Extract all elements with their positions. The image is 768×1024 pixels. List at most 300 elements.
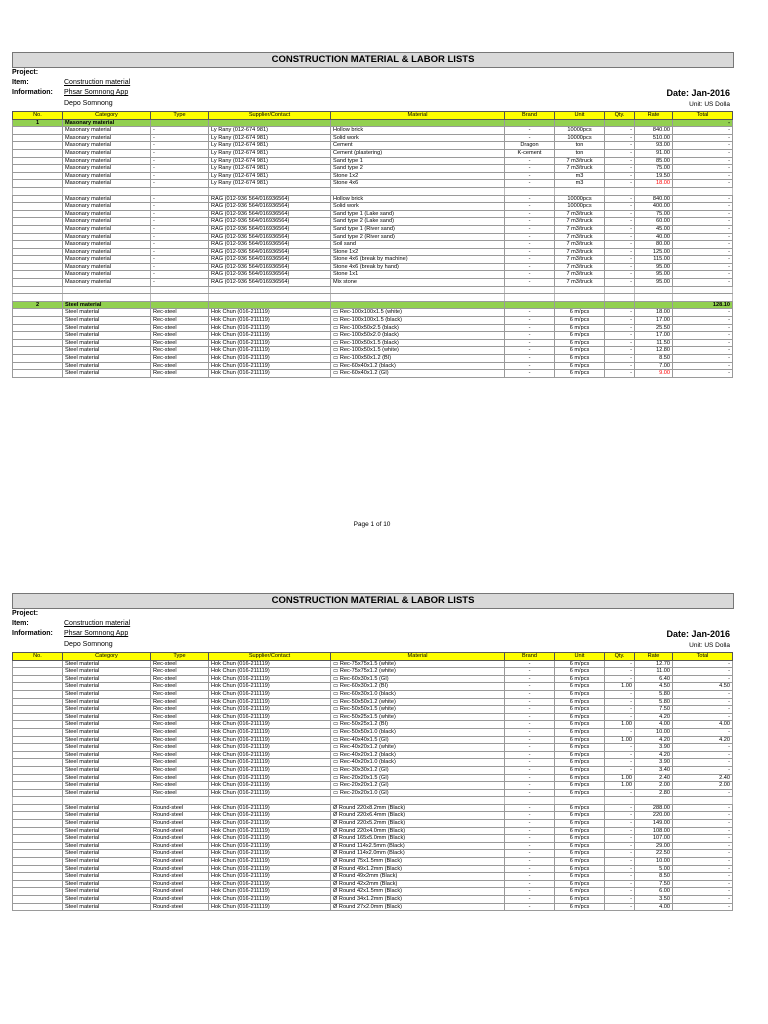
cell-unit: 7 m3/truck xyxy=(555,165,605,173)
cell-brand: - xyxy=(505,690,555,698)
cell-rate: 125.00 xyxy=(635,248,673,256)
cell-unit: 6 m/pcs xyxy=(555,782,605,790)
cell-brand: K-cement xyxy=(505,149,555,157)
cell-brand xyxy=(505,301,555,309)
cell-brand: - xyxy=(505,873,555,881)
cell-no xyxy=(13,896,63,904)
cell-no xyxy=(13,279,63,287)
cell-supplier: Ly Rany (012-674 981) xyxy=(209,142,331,150)
cell-type: Round-steel xyxy=(151,888,209,896)
cell-category: Masonary material xyxy=(63,263,151,271)
cell-type: Round-steel xyxy=(151,842,209,850)
cell-brand: - xyxy=(505,233,555,241)
cell-brand: - xyxy=(505,675,555,683)
cell-rate: 7.50 xyxy=(635,880,673,888)
cell-category xyxy=(63,294,151,302)
cell-total: - xyxy=(673,903,733,911)
cell-material: ▭ Rec-40x40x1.5 (GI) xyxy=(331,736,505,744)
cell-type: Rec-steel xyxy=(151,766,209,774)
table-row xyxy=(13,713,733,721)
cell-total: - xyxy=(673,713,733,721)
cell-type: - xyxy=(151,218,209,226)
cell-unit: 7 m3/truck xyxy=(555,263,605,271)
cell-brand: - xyxy=(505,713,555,721)
cell-supplier: Ly Rany (012-674 981) xyxy=(209,172,331,180)
cell-rate: 17.00 xyxy=(635,317,673,325)
cell-rate: 149.00 xyxy=(635,820,673,828)
cell-supplier xyxy=(209,301,331,309)
cell-type: Rec-steel xyxy=(151,759,209,767)
cell-type: - xyxy=(151,157,209,165)
cell-brand: - xyxy=(505,789,555,797)
cell-category xyxy=(63,797,151,805)
cell-total: - xyxy=(673,706,733,714)
column-header: Total xyxy=(673,112,733,120)
cell-total xyxy=(673,187,733,195)
cell-rate: 3.90 xyxy=(635,759,673,767)
cell-material: ▭ Rec-75x75x1.2 (white) xyxy=(331,668,505,676)
cell-supplier: Hok Chun (016-211119) xyxy=(209,324,331,332)
cell-rate: 95.00 xyxy=(635,263,673,271)
table-row xyxy=(13,721,733,729)
cell-supplier: Hok Chun (016-211119) xyxy=(209,675,331,683)
cell-material: ▭ Rec-20x20x1.2 (GI) xyxy=(331,782,505,790)
cell-material: Ø Round 27x2.0mm (Black) xyxy=(331,903,505,911)
cell-type: Round-steel xyxy=(151,880,209,888)
cell-supplier: RAG (012-936 564/016936564) xyxy=(209,279,331,287)
cell-rate: 29.00 xyxy=(635,842,673,850)
cell-qty: - xyxy=(605,789,635,797)
cell-rate xyxy=(635,301,673,309)
cell-rate: 25.50 xyxy=(635,324,673,332)
cell-supplier: Ly Rany (012-674 981) xyxy=(209,149,331,157)
cell-category: Masonary material xyxy=(63,165,151,173)
cell-rate: 8.50 xyxy=(635,355,673,363)
cell-material: Sand type 1 (River sand) xyxy=(331,225,505,233)
cell-total: 4.20 xyxy=(673,736,733,744)
table-row xyxy=(13,706,733,714)
cell-total: - xyxy=(673,127,733,135)
cell-brand: - xyxy=(505,241,555,249)
cell-unit: ton xyxy=(555,149,605,157)
cell-rate: 4.00 xyxy=(635,721,673,729)
cell-brand: - xyxy=(505,698,555,706)
cell-category xyxy=(63,187,151,195)
cell-material xyxy=(331,119,505,127)
cell-type: - xyxy=(151,233,209,241)
cell-no xyxy=(13,751,63,759)
cell-rate: 60.00 xyxy=(635,218,673,226)
cell-material xyxy=(331,187,505,195)
cell-qty xyxy=(605,119,635,127)
cell-supplier: Ly Rany (012-674 981) xyxy=(209,127,331,135)
cell-material xyxy=(331,294,505,302)
cell-supplier: Hok Chun (016-211119) xyxy=(209,713,331,721)
cell-rate: 9.00 xyxy=(635,370,673,378)
cell-total: - xyxy=(673,347,733,355)
table-row xyxy=(13,263,733,271)
cell-unit: 7 m3/truck xyxy=(555,210,605,218)
item-value: Construction material xyxy=(64,620,131,627)
cell-category: Steel material xyxy=(63,698,151,706)
cell-no xyxy=(13,309,63,317)
cell-unit: 10000pcs xyxy=(555,127,605,135)
cell-category: Steel material xyxy=(63,896,151,904)
cell-material: Hollow brick xyxy=(331,127,505,135)
cell-qty: - xyxy=(605,675,635,683)
cell-type: Round-steel xyxy=(151,873,209,881)
cell-type: Rec-steel xyxy=(151,721,209,729)
cell-qty: - xyxy=(605,149,635,157)
cell-unit xyxy=(555,301,605,309)
cell-category: Masonary material xyxy=(63,180,151,188)
cell-no xyxy=(13,782,63,790)
cell-total: - xyxy=(673,263,733,271)
cell-material: Stone 4x6 (break by hand) xyxy=(331,263,505,271)
cell-total: - xyxy=(673,180,733,188)
cell-supplier: Hok Chun (016-211119) xyxy=(209,736,331,744)
cell-category: Steel material xyxy=(63,675,151,683)
cell-total: - xyxy=(673,225,733,233)
cell-no xyxy=(13,370,63,378)
cell-category: Steel material xyxy=(63,766,151,774)
cell-total: - xyxy=(673,339,733,347)
cell-rate: 8.50 xyxy=(635,873,673,881)
cell-no xyxy=(13,241,63,249)
cell-unit: 7 m3/truck xyxy=(555,279,605,287)
cell-material: Ø Round 220x8.2mm (Black) xyxy=(331,804,505,812)
table-row xyxy=(13,347,733,355)
cell-category: Steel material xyxy=(63,751,151,759)
cell-type: Rec-steel xyxy=(151,309,209,317)
cell-no xyxy=(13,789,63,797)
cell-supplier: Hok Chun (016-211119) xyxy=(209,698,331,706)
cell-type: - xyxy=(151,203,209,211)
cell-category: Masonary material xyxy=(63,119,151,127)
cell-category: Steel material xyxy=(63,774,151,782)
blank-row xyxy=(13,294,733,302)
cell-no xyxy=(13,766,63,774)
cell-no xyxy=(13,880,63,888)
cell-type: - xyxy=(151,210,209,218)
cell-rate: 3.90 xyxy=(635,744,673,752)
cell-brand xyxy=(505,797,555,805)
cell-total: - xyxy=(673,789,733,797)
column-header: Category xyxy=(63,653,151,661)
info-value: Phsar Somnong App xyxy=(64,89,129,96)
cell-brand: - xyxy=(505,256,555,264)
cell-category: Masonary material xyxy=(63,225,151,233)
cell-rate: 6.00 xyxy=(635,888,673,896)
cell-qty: - xyxy=(605,759,635,767)
cell-qty: - xyxy=(605,324,635,332)
cell-no xyxy=(13,233,63,241)
cell-brand: Dragon xyxy=(505,142,555,150)
cell-qty: - xyxy=(605,225,635,233)
cell-rate: 7.50 xyxy=(635,706,673,714)
cell-total: - xyxy=(673,698,733,706)
cell-brand: - xyxy=(505,180,555,188)
cell-type xyxy=(151,294,209,302)
cell-total: - xyxy=(673,370,733,378)
cell-total: - xyxy=(673,850,733,858)
cell-total: - xyxy=(673,751,733,759)
cell-material: Sand type 1 xyxy=(331,157,505,165)
cell-unit: 6 m/pcs xyxy=(555,706,605,714)
cell-material: Stone 4x6 (break by machine) xyxy=(331,256,505,264)
cell-type: Rec-steel xyxy=(151,728,209,736)
table-row xyxy=(13,759,733,767)
cell-brand: - xyxy=(505,225,555,233)
cell-unit: 6 m/pcs xyxy=(555,835,605,843)
table-row xyxy=(13,165,733,173)
cell-material: Ø Round 220x5.2mm (Black) xyxy=(331,820,505,828)
cell-rate: 80.00 xyxy=(635,241,673,249)
cell-total: - xyxy=(673,759,733,767)
cell-category: Masonary material xyxy=(63,142,151,150)
cell-rate: 12.80 xyxy=(635,347,673,355)
table-row xyxy=(13,195,733,203)
cell-brand: - xyxy=(505,210,555,218)
table-row xyxy=(13,218,733,226)
cell-brand: - xyxy=(505,203,555,211)
cell-no xyxy=(13,827,63,835)
cell-qty: - xyxy=(605,804,635,812)
cell-qty: - xyxy=(605,180,635,188)
cell-type: Rec-steel xyxy=(151,332,209,340)
cell-qty: - xyxy=(605,865,635,873)
cell-total: - xyxy=(673,233,733,241)
cell-material: Ø Round 220x6.4mm (Black) xyxy=(331,812,505,820)
column-header: Type xyxy=(151,653,209,661)
cell-category: Masonary material xyxy=(63,241,151,249)
table-header-row xyxy=(13,112,733,120)
cell-supplier: Hok Chun (016-211119) xyxy=(209,355,331,363)
cell-rate: 2.00 xyxy=(635,782,673,790)
cell-material: ▭ Rec-50x25x1.5 (white) xyxy=(331,713,505,721)
cell-supplier: Hok Chun (016-211119) xyxy=(209,721,331,729)
cell-total: - xyxy=(673,119,733,127)
cell-type: - xyxy=(151,248,209,256)
cell-rate: 107.00 xyxy=(635,835,673,843)
table-row xyxy=(13,134,733,142)
unit-note: Unit: US Dolla xyxy=(689,642,730,649)
cell-brand: - xyxy=(505,355,555,363)
cell-supplier: RAG (012-936 564/016936564) xyxy=(209,210,331,218)
cell-brand: - xyxy=(505,744,555,752)
cell-total: - xyxy=(673,842,733,850)
cell-qty: - xyxy=(605,873,635,881)
cell-material: ▭ Rec-50x50x1.5 (white) xyxy=(331,706,505,714)
cell-supplier: Hok Chun (016-211119) xyxy=(209,888,331,896)
cell-brand: - xyxy=(505,774,555,782)
cell-supplier: RAG (012-936 564/016936564) xyxy=(209,256,331,264)
cell-qty: - xyxy=(605,744,635,752)
cell-unit xyxy=(555,797,605,805)
cell-total: - xyxy=(673,210,733,218)
cell-unit: ton xyxy=(555,142,605,150)
cell-type: Round-steel xyxy=(151,827,209,835)
cell-no xyxy=(13,873,63,881)
cell-unit: 6 m/pcs xyxy=(555,721,605,729)
cell-type: Rec-steel xyxy=(151,789,209,797)
cell-category: Steel material xyxy=(63,782,151,790)
cell-qty: 1.00 xyxy=(605,782,635,790)
cell-unit: m3 xyxy=(555,172,605,180)
cell-no xyxy=(13,865,63,873)
table-row xyxy=(13,180,733,188)
cell-category: Steel material xyxy=(63,827,151,835)
cell-unit: 6 m/pcs xyxy=(555,339,605,347)
cell-material: Solid work xyxy=(331,134,505,142)
cell-type: Rec-steel xyxy=(151,690,209,698)
cell-type: Rec-steel xyxy=(151,660,209,668)
cell-unit: 10000pcs xyxy=(555,203,605,211)
cell-rate: 95.00 xyxy=(635,271,673,279)
cell-no xyxy=(13,332,63,340)
cell-category: Steel material xyxy=(63,759,151,767)
cell-total: - xyxy=(673,820,733,828)
info-block xyxy=(12,68,412,110)
table-row xyxy=(13,804,733,812)
cell-total xyxy=(673,797,733,805)
cell-total: - xyxy=(673,660,733,668)
cell-qty xyxy=(605,294,635,302)
cell-no xyxy=(13,294,63,302)
cell-material: ▭ Rec-100x50x2.0 (black) xyxy=(331,332,505,340)
cell-no xyxy=(13,149,63,157)
cell-supplier: RAG (012-936 564/016936564) xyxy=(209,263,331,271)
cell-supplier: Hok Chun (016-211119) xyxy=(209,744,331,752)
cell-total: - xyxy=(673,165,733,173)
cell-rate: 510.00 xyxy=(635,134,673,142)
cell-supplier: Hok Chun (016-211119) xyxy=(209,774,331,782)
document-date: Date: Jan-2016 xyxy=(666,88,730,98)
cell-rate: 6.40 xyxy=(635,675,673,683)
cell-rate xyxy=(635,187,673,195)
cell-supplier: RAG (012-936 564/016936564) xyxy=(209,233,331,241)
table-row xyxy=(13,370,733,378)
cell-category: Steel material xyxy=(63,736,151,744)
cell-total xyxy=(673,286,733,294)
cell-brand xyxy=(505,294,555,302)
document-title: CONSTRUCTION MATERIAL & LABOR LISTS xyxy=(12,593,734,609)
cell-supplier: Hok Chun (016-211119) xyxy=(209,759,331,767)
cell-no xyxy=(13,668,63,676)
cell-material: Stone 4x6 xyxy=(331,180,505,188)
cell-no xyxy=(13,903,63,911)
cell-unit: 6 m/pcs xyxy=(555,850,605,858)
cell-type: Rec-steel xyxy=(151,706,209,714)
cell-rate: 19.50 xyxy=(635,172,673,180)
cell-unit: 6 m/pcs xyxy=(555,896,605,904)
cell-unit: m3 xyxy=(555,180,605,188)
table-row xyxy=(13,660,733,668)
table-row xyxy=(13,317,733,325)
cell-material: ▭ Rec-50x25x1.2 (BI) xyxy=(331,721,505,729)
cell-brand: - xyxy=(505,759,555,767)
cell-no xyxy=(13,210,63,218)
cell-brand: - xyxy=(505,766,555,774)
cell-category: Steel material xyxy=(63,362,151,370)
cell-qty: - xyxy=(605,751,635,759)
cell-category: Steel material xyxy=(63,721,151,729)
cell-unit: 6 m/pcs xyxy=(555,766,605,774)
cell-unit: 6 m/pcs xyxy=(555,698,605,706)
cell-qty: - xyxy=(605,713,635,721)
column-header: Qty. xyxy=(605,653,635,661)
cell-unit: 7 m3/truck xyxy=(555,248,605,256)
table-row xyxy=(13,865,733,873)
cell-unit: 6 m/pcs xyxy=(555,309,605,317)
document-date: Date: Jan-2016 xyxy=(666,629,730,639)
cell-rate: 93.00 xyxy=(635,142,673,150)
cell-rate: 10.00 xyxy=(635,728,673,736)
cell-type: Round-steel xyxy=(151,804,209,812)
cell-unit: 6 m/pcs xyxy=(555,347,605,355)
table-row xyxy=(13,309,733,317)
table-row xyxy=(13,789,733,797)
cell-category: Steel material xyxy=(63,370,151,378)
cell-brand: - xyxy=(505,903,555,911)
cell-material: Sand type 1 (Lake sand) xyxy=(331,210,505,218)
cell-unit: 6 m/pcs xyxy=(555,774,605,782)
table-row xyxy=(13,842,733,850)
info-value: Phsar Somnong App xyxy=(64,630,129,637)
cell-qty: - xyxy=(605,203,635,211)
cell-supplier: Hok Chun (016-211119) xyxy=(209,660,331,668)
cell-material xyxy=(331,797,505,805)
cell-qty: - xyxy=(605,355,635,363)
cell-total: - xyxy=(673,744,733,752)
cell-supplier: Hok Chun (016-211119) xyxy=(209,347,331,355)
cell-total: - xyxy=(673,195,733,203)
cell-brand: - xyxy=(505,706,555,714)
cell-type: - xyxy=(151,256,209,264)
cell-qty: - xyxy=(605,690,635,698)
column-header: Material xyxy=(331,653,505,661)
cell-material: ▭ Rec-100x50x1.5 (white) xyxy=(331,347,505,355)
cell-qty: - xyxy=(605,263,635,271)
cell-type: - xyxy=(151,180,209,188)
cell-unit: 6 m/pcs xyxy=(555,759,605,767)
column-header: Type xyxy=(151,112,209,120)
cell-supplier: Hok Chun (016-211119) xyxy=(209,706,331,714)
cell-total: - xyxy=(673,858,733,866)
cell-no xyxy=(13,362,63,370)
cell-brand: - xyxy=(505,782,555,790)
table-row xyxy=(13,683,733,691)
cell-rate: 3.40 xyxy=(635,766,673,774)
cell-brand: - xyxy=(505,248,555,256)
cell-rate: 75.00 xyxy=(635,165,673,173)
column-header: Category xyxy=(63,112,151,120)
cell-brand: - xyxy=(505,134,555,142)
cell-type: - xyxy=(151,149,209,157)
unit-note: Unit: US Dolla xyxy=(689,101,730,108)
material-table xyxy=(12,111,733,378)
cell-total: - xyxy=(673,271,733,279)
cell-type: - xyxy=(151,127,209,135)
cell-material: Ø Round 75x1.5mm (Black) xyxy=(331,858,505,866)
cell-no xyxy=(13,812,63,820)
cell-type: Rec-steel xyxy=(151,736,209,744)
cell-total: - xyxy=(673,241,733,249)
table-row xyxy=(13,698,733,706)
cell-type: Round-steel xyxy=(151,820,209,828)
cell-supplier: RAG (012-936 564/016936564) xyxy=(209,195,331,203)
cell-supplier: RAG (012-936 564/016936564) xyxy=(209,248,331,256)
